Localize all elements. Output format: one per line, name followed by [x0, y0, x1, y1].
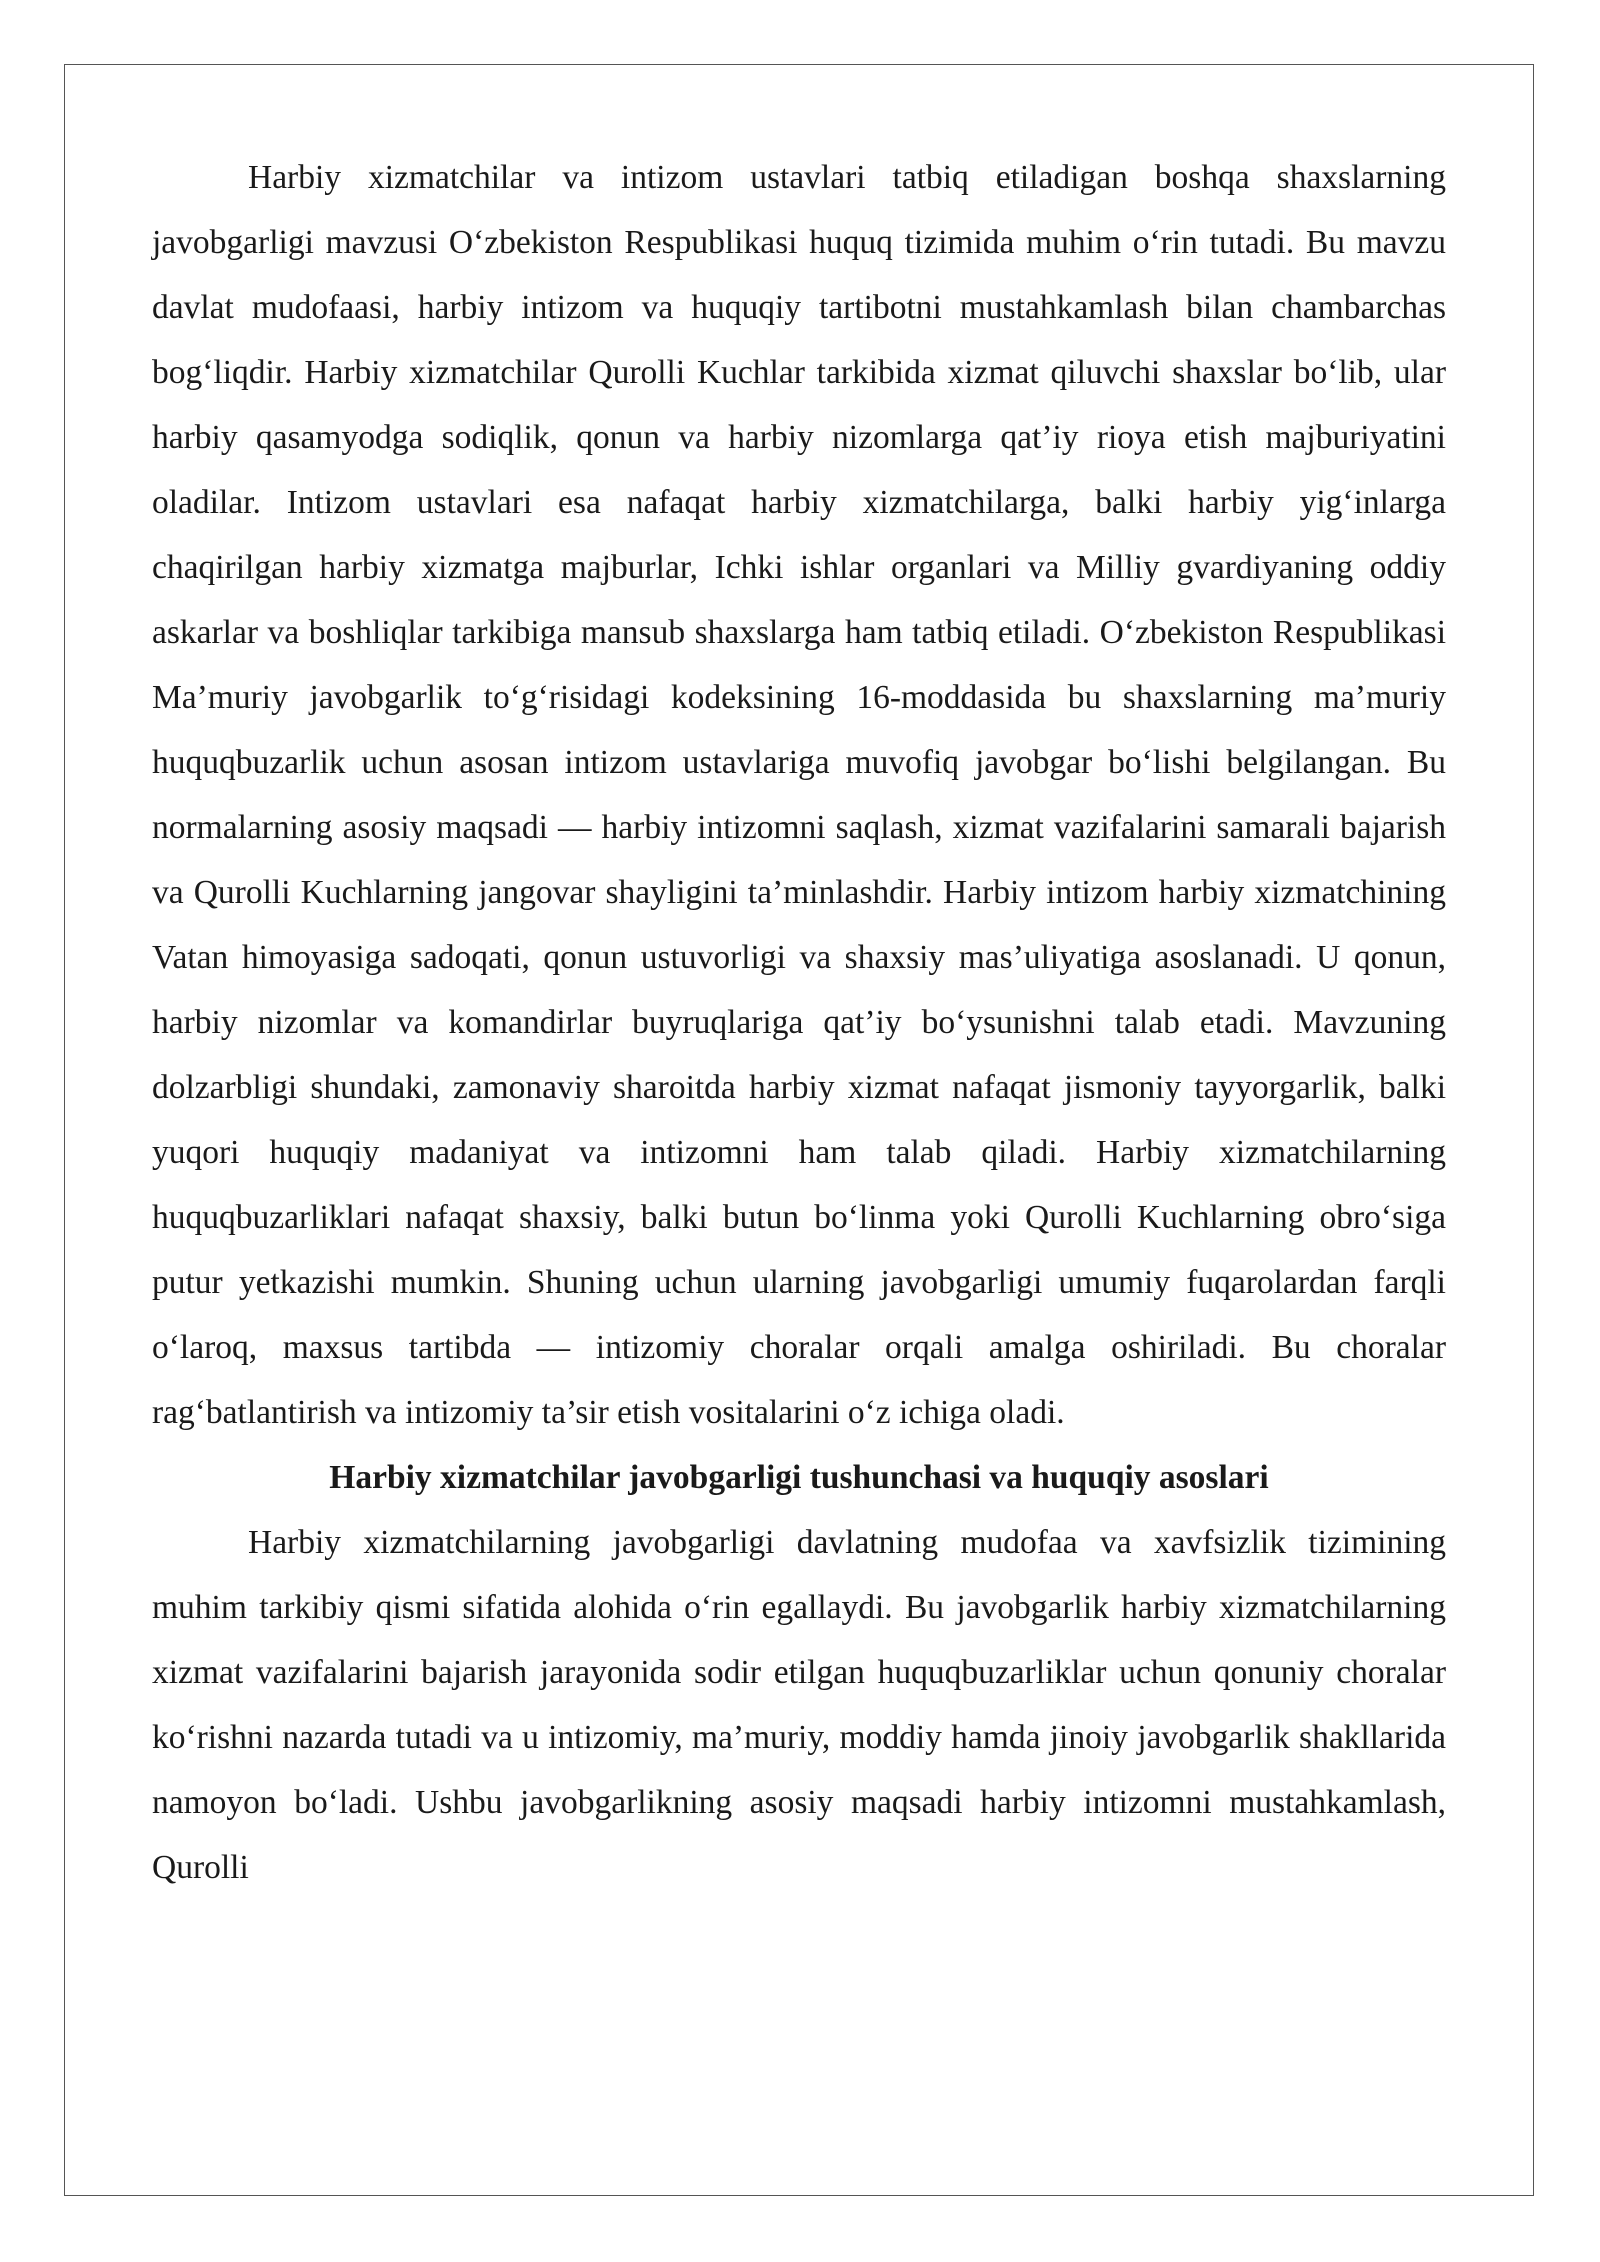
section-paragraph: Harbiy xizmatchilarning javobgarligi davlatning mudofaa va xavfsizlik tizimining muhim tarkibiy qismi sifatida alohida o‘rin egallaydi. Bu javobgarlik harbiy xizmatchilarning xizmat vazifalarini bajarish jarayonida sodir etilgan huquqbuzarliklar uchun qonuniy choralar ko‘rishni nazarda tutadi va u intizomiy, ma’muriy, moddiy hamda jinoiy javobgarlik shakllarida namoyon bo‘ladi. Ushbu javobgarlikning asosiy maqsadi harbiy intizomni mustahkamlash, Qurolli	[152, 1524, 1446, 1886]
section-heading: Harbiy xizmatchilar javobgarligi tushunchasi va huquqiy asoslari	[329, 1459, 1269, 1496]
intro-paragraph: Harbiy xizmatchilar va intizom ustavlari tatbiq etiladigan boshqa shaxslarning javobgarligi mavzusi O‘zbekiston Respublikasi huquq tizimida muhim o‘rin tutadi. Bu mavzu davlat mudofaasi, harbiy intizom va huquqiy tartibotni mustahkamlash bilan chambarchas bog‘liqdir. Harbiy xizmatchilar Qurolli Kuchlar tarkibida xizmat qiluvchi shaxslar bo‘lib, ular harbiy qasamyodga sodiqlik, qonun va harbiy nizomlarga qat’iy rioya etish majburiyatini oladilar. Intizom ustavlari esa nafaqat harbiy xizmatchilarga, balki harbiy yig‘inlarga chaqirilgan harbiy xizmatga majburlar, Ichki ishlar organlari va Milliy gvardiyaning oddiy askarlar va boshliqlar tarkibiga mansub shaxslarga ham tatbiq etiladi. O‘zbekiston Respublikasi Ma’muriy javobgarlik to‘g‘risidagi kodeksining 16-moddasida bu shaxslarning ma’muriy huquqbuzarlik uchun asosan intizom ustavlariga muvofiq javobgar bo‘lishi belgilangan. Bu normalarning asosiy maqsadi — harbiy intizomni saqlash, xizmat vazifalarini samarali bajarish va Qurolli Kuchlarning jangovar shayligini ta’minlashdir. Harbiy intizom harbiy xizmatchining Vatan himoyasiga sadoqati, qonun ustuvorligi va shaxsiy mas’uliyatiga asoslanadi. U qonun, harbiy nizomlar va komandirlar buyruqlariga qat’iy bo‘ysunishni talab etadi. Mavzuning dolzarbligi shundaki, zamonaviy sharoitda harbiy xizmat nafaqat jismoniy tayyorgarlik, balki yuqori huquqiy madaniyat va intizomni ham talab qiladi. Harbiy xizmatchilarning huquqbuzarliklari nafaqat shaxsiy, balki butun bo‘linma yoki Qurolli Kuchlarning obro‘siga putur yetkazishi mumkin. Shuning uchun ularning javobgarligi umumiy fuqarolardan farqli o‘laroq, maxsus tartibda — intizomiy choralar orqali amalga oshiriladi. Bu choralar rag‘batlantirish va intizomiy ta’sir etish vositalarini o‘z ichiga oladi.	[152, 159, 1446, 1431]
document-body	[152, 145, 1446, 1900]
